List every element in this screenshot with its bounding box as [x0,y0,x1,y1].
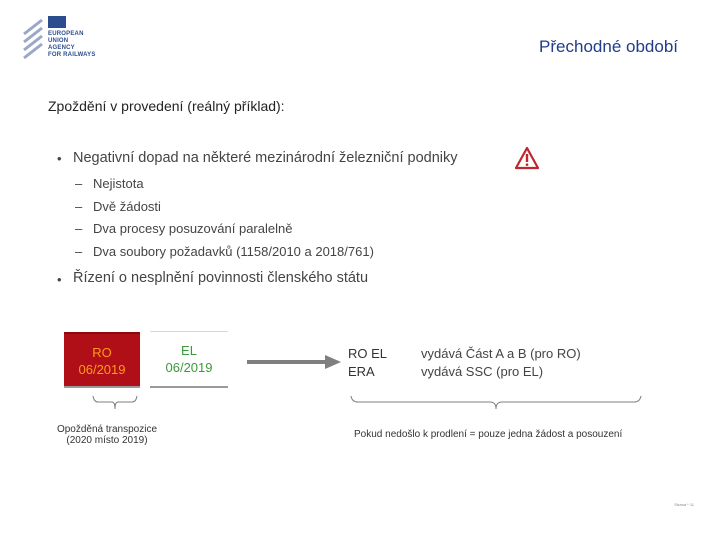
logo-line: EUROPEAN [48,31,84,37]
result-countries: RO EL [348,346,388,361]
bullet-marker: • [57,151,62,166]
logo-text [48,31,96,59]
brace-icon [350,395,642,411]
ro-date: 06/2019 [78,362,126,377]
bullet-2-text: Řízení o nesplnění povinnosti členského státu [73,270,369,286]
warning-icon [514,146,540,170]
divider [150,386,228,388]
arrow-right-icon [247,355,341,369]
result-agency: ERA [348,364,375,379]
result-issue-el: vydává SSC (pro EL) [421,364,544,379]
result-issue-ro: vydává Část A a B (pro RO) [421,346,581,361]
section-heading: Zpoždění v provedení (reálný příklad): [48,98,285,114]
slide-title: Přechodné období [539,37,678,56]
el-country: EL [181,343,197,358]
ro-box-label [64,344,140,378]
delay-note-line: Opožděná transpozice [56,424,158,435]
sub-bullet-3: Dva procesy posuzování paralelně [93,221,293,236]
brace-icon [92,395,138,411]
eu-stars-icon [22,18,46,62]
divider [64,386,140,388]
ro-country: RO [92,345,112,360]
logo-line: UNION [48,38,69,44]
sub-bullet-2: Dvě žádosti [93,199,161,214]
bullet-marker: • [57,272,62,287]
el-date-box [150,332,228,384]
dash-marker: – [75,199,83,214]
dash-marker: – [75,221,83,236]
dash-marker: – [75,176,83,191]
result-parties [348,345,387,381]
sub-bullet-4: Dva soubory požadavků (1158/2010 a 2018/761) [93,244,374,259]
eu-flag-icon [48,16,66,28]
sub-bullet-1: Nejistota [93,176,144,191]
eu-agency-logo [22,16,102,64]
dash-marker: – [75,244,83,259]
delay-note [44,424,170,446]
single-application-note: Pokud nedošlo k prodlení = pouze jedna žádost a posouzení [354,429,623,440]
ro-date-box [64,332,140,386]
bullet-1-text: Negativní dopad na některé mezinárodní železniční podniky [73,150,458,166]
delay-note-line: (2020 místo 2019) [66,435,148,446]
logo-line: FOR RAILWAYS [48,52,96,58]
page-number: Strana * 11 [674,502,694,507]
el-box-label [150,342,228,376]
result-issuing [421,345,581,381]
logo-line: AGENCY [48,45,75,51]
el-date: 06/2019 [165,360,213,375]
